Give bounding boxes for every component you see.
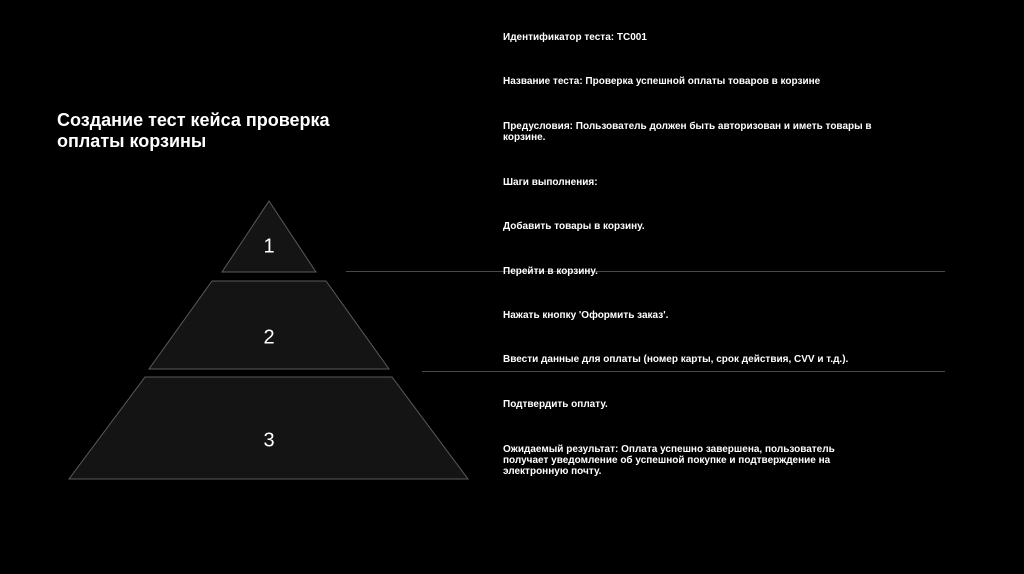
slide-title: Создание тест кейса проверка оплаты корзины: [57, 110, 330, 151]
steps-header: Шаги выполнения:: [503, 177, 598, 188]
divider-line-2: [422, 371, 945, 372]
pyramid-tier-3: [69, 377, 468, 479]
preconditions: Предусловия: Пользователь должен быть авторизован и иметь товары в корзине.: [503, 121, 872, 143]
step-open-cart: Перейти в корзину.: [503, 266, 598, 277]
expected-result: Ожидаемый результат: Оплата успешно завершена, пользователь получает уведомление об успешной покупке и подтверждение на электронную почту.: [503, 444, 835, 477]
pyramid-tier-3-label: 3: [263, 429, 275, 452]
pyramid-tier-1-label: 1: [263, 235, 275, 258]
step-enter-payment: Ввести данные для оплаты (номер карты, срок действия, CVV и т.д.).: [503, 354, 849, 365]
step-add-to-cart: Добавить товары в корзину.: [503, 221, 645, 232]
step-checkout: Нажать кнопку 'Оформить заказ'.: [503, 310, 669, 321]
test-name: Название теста: Проверка успешной оплаты товаров в корзине: [503, 76, 821, 87]
pyramid-tier-2-label: 2: [263, 326, 275, 349]
test-id: Идентификатор теста: TC001: [503, 32, 647, 43]
step-confirm-payment: Подтвердить оплату.: [503, 399, 608, 410]
pyramid-tier-2: [149, 281, 389, 369]
